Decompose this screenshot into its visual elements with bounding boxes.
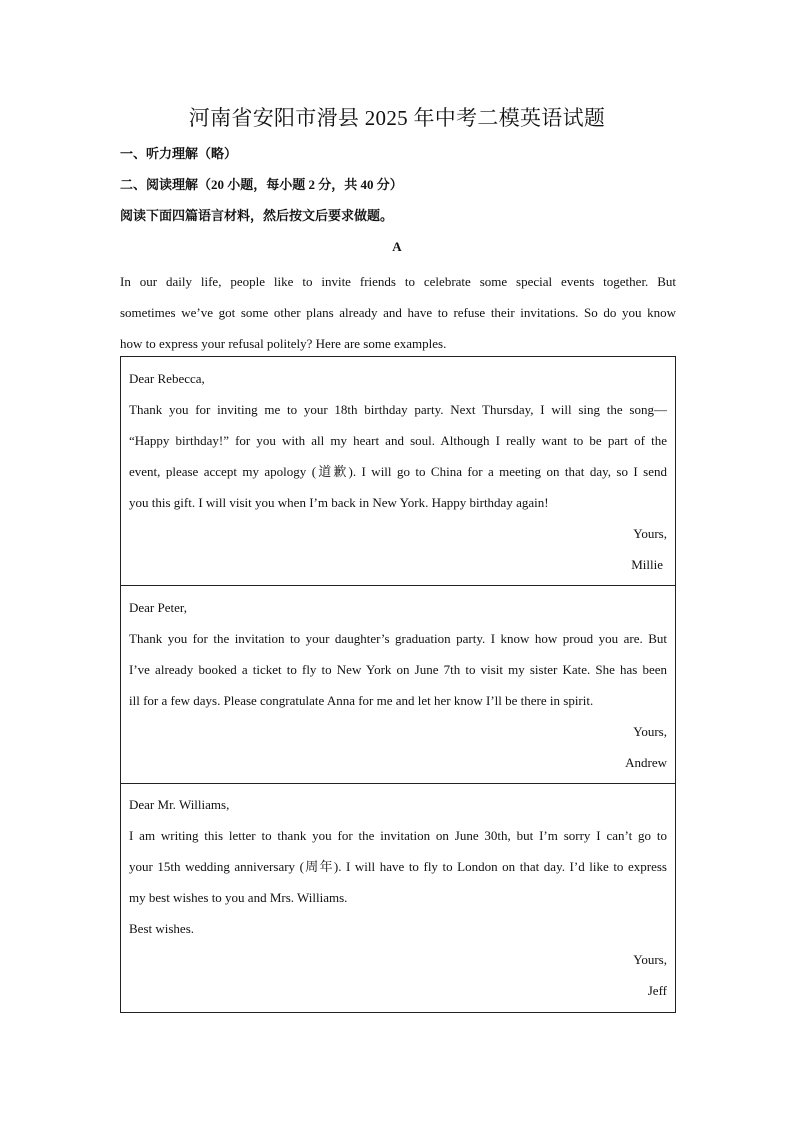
letter-signature: Jeff: [647, 983, 667, 998]
letter-body-line: event, please accept my apology (道歉). I will go to China for a meeting on that day, so I send: [129, 464, 667, 479]
letter-closing: Yours,: [633, 952, 667, 967]
section-reading-heading: 二、阅读理解（20 小题，每小题 2 分，共 40 分）: [120, 177, 403, 192]
letter-peter: [121, 585, 675, 783]
section-listening-heading: 一、听力理解（略）: [120, 146, 238, 161]
letter-body-line: Thank you for inviting me to your 18th birthday party. Next Thursday, I will sing the song—: [129, 402, 667, 417]
intro-line: In our daily life, people like to invite friends to celebrate some special events together. But: [120, 274, 676, 289]
page-title: 河南省安阳市滑县 2025 年中考二模英语试题: [188, 106, 606, 130]
letter-body-line: I am writing this letter to thank you for the invitation on June 30th, but I’m sorry I can’t go to: [129, 828, 667, 843]
letter-greeting: Dear Mr. Williams,: [129, 797, 230, 812]
intro-line: how to express your refusal politely? Here are some examples.: [120, 336, 447, 351]
letter-body-line: you this gift. I will visit you when I’m back in New York. Happy birthday again!: [129, 495, 549, 510]
letter-greeting: Dear Peter,: [129, 600, 187, 615]
letter-body-line: your 15th wedding anniversary (周年). I will have to fly to London on that day. I’d like to express: [129, 859, 667, 874]
passage-intro: [120, 266, 676, 359]
letter-body-line: Thank you for the invitation to your daughter’s graduation party. I know how proud you are. But: [129, 631, 667, 646]
letter-body-line: “Happy birthday!” for you with all my heart and soul. Although I really want to be part of the: [129, 433, 667, 448]
passage-label: A: [392, 239, 402, 254]
letter-body-line: I’ve already booked a ticket to fly to New York on June 7th to visit my sister Kate. She has been: [129, 662, 667, 677]
letter-mr-williams: [121, 783, 675, 1012]
letter-rebecca: [121, 357, 675, 585]
letter-greeting: Dear Rebecca,: [129, 371, 205, 386]
letter-signature: Andrew: [625, 755, 667, 770]
letter-closing: Yours,: [633, 526, 667, 541]
letter-body-line: my best wishes to you and Mrs. Williams.: [129, 890, 348, 905]
letter-closing: Yours,: [633, 724, 667, 739]
letters-table: [120, 356, 676, 1013]
reading-instruction: 阅读下面四篇语言材料，然后按文后要求做题。: [120, 208, 394, 223]
letter-signature: Millie: [631, 557, 663, 572]
intro-line: sometimes we’ve got some other plans already and have to refuse their invitations. So do you know: [120, 305, 676, 320]
letter-body-line: Best wishes.: [129, 921, 194, 936]
letter-body-line: ill for a few days. Please congratulate Anna for me and let her know I’ll be there in spirit.: [129, 693, 594, 708]
